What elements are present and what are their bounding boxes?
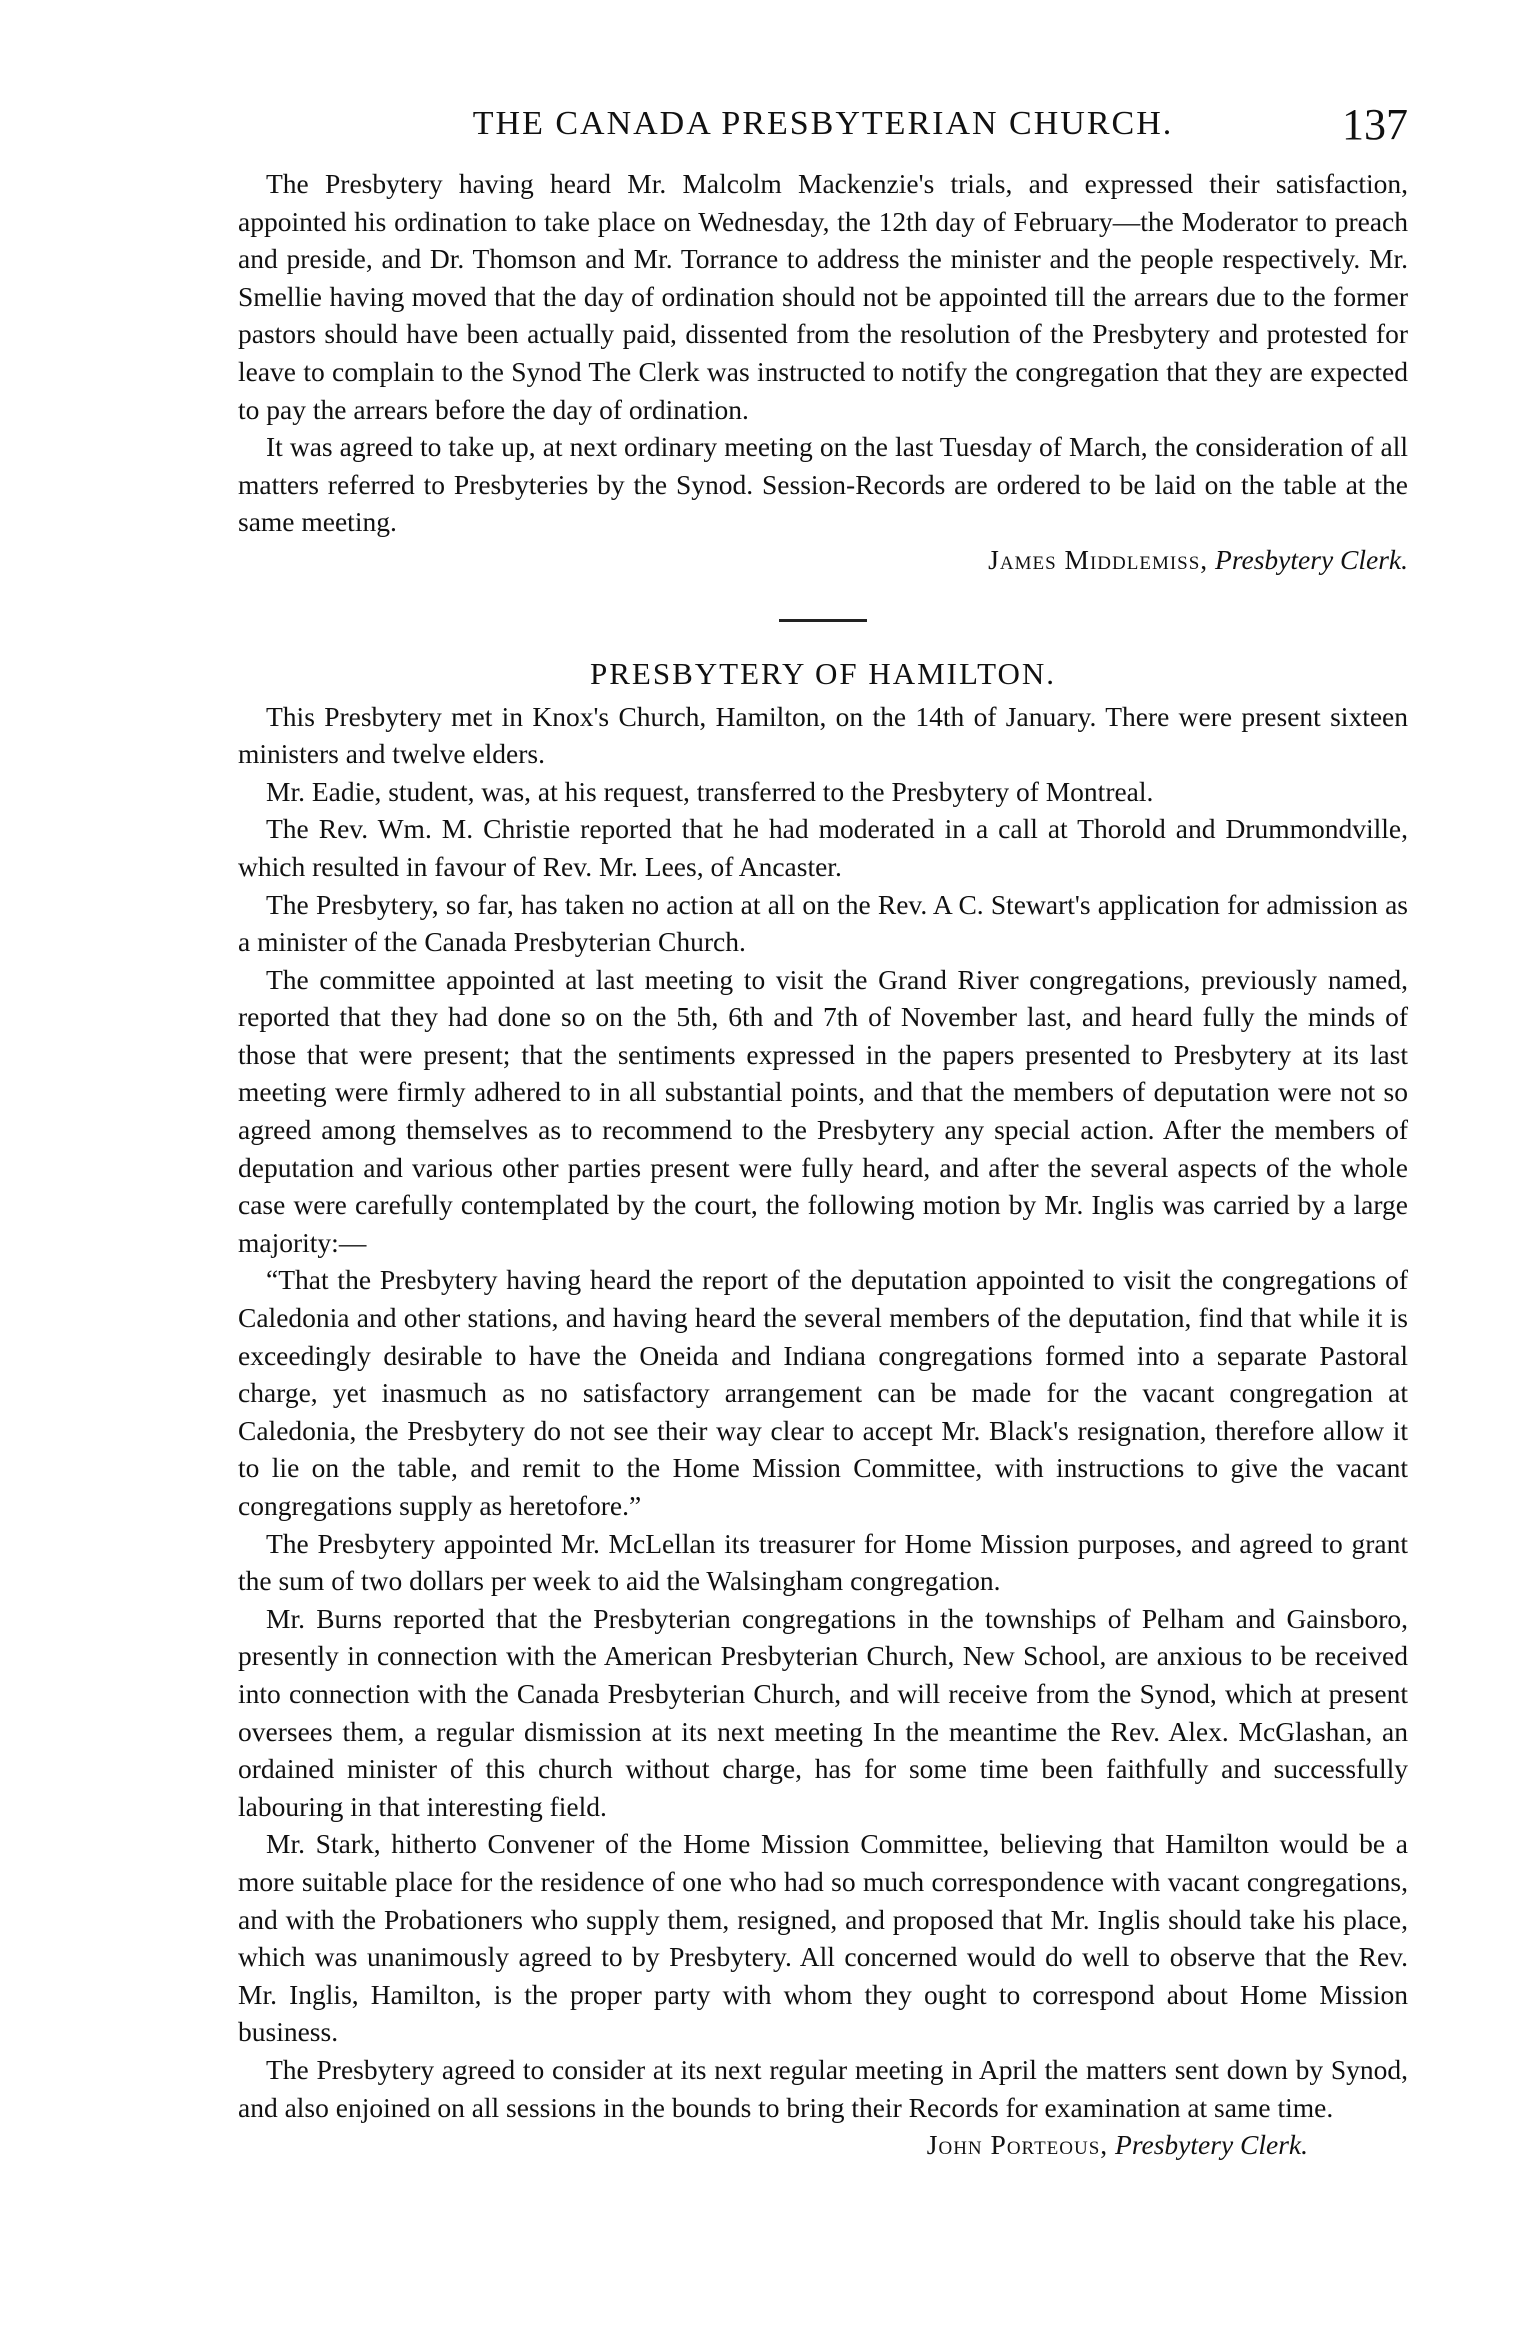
signature: [238, 2126, 1308, 2164]
paragraph: The Presbytery having heard Mr. Malcolm Mackenzie's trials, and expressed their satisfaction, appointed his ordination to take place on Wednesday, the 12th day of February—the Moderator to preach and preside, and Dr. Thomson and Mr. Torrance to address the minister and the people respectively. Mr. Smellie having moved that the day of ordination should not be appointed till the arrears due to the former pastors should have been actually paid, dissented from the resolution of the Presbytery and protested for leave to complain to the Synod The Clerk was instructed to notify the congregation that they are expected to pay the arrears before the day of ordination.: [238, 168, 1408, 425]
paragraph: The Presbytery agreed to consider at its next regular meeting in April the matters sent down by Synod, and also enjoined on all sessions in the bounds to bring their Records for examination at same time.: [238, 2053, 1408, 2123]
paragraph: The Presbytery appointed Mr. McLellan its treasurer for Home Mission purposes, and agreed to grant the sum of two dollars per week to aid the Walsingham congregation.: [238, 1527, 1408, 1597]
paragraph: This Presbytery met in Knox's Church, Hamilton, on the 14th of January. There were present sixteen ministers and twelve elders.: [238, 700, 1408, 770]
paragraph: Mr. Eadie, student, was, at his request, transferred to the Presbytery of Montreal.: [266, 775, 1154, 807]
running-title: THE CANADA PRESBYTERIAN CHURCH.: [472, 105, 1174, 142]
paragraph: Mr. Burns reported that the Presbyterian congregations in the townships of Pelham and Gainsboro, presently in connection with the American Presbyterian Church, New School, are anxious to be received into connection with the Canada Presbyterian Church, and will receive from the Synod, which at present oversees them, a regular dismission at its next meeting In the meantime the Rev. Alex. McGlashan, an ordained minister of this church without charge, has for some time been faithfully and successfully labouring in that interesting field.: [238, 1602, 1408, 1822]
signature-name: James Middlemiss,: [988, 543, 1209, 575]
section-heading: PRESBYTERY OF HAMILTON.: [589, 655, 1056, 691]
section-previous-presbytery: [238, 165, 1408, 579]
page-number: 137: [1342, 100, 1408, 149]
document-page: [238, 100, 1408, 2164]
paragraph: The Rev. Wm. M. Christie reported that he had moderated in a call at Thorold and Drummondville, which resulted in favour of Rev. Mr. Lees, of Ancaster.: [238, 813, 1408, 882]
signature-name: John Porteous,: [926, 2129, 1109, 2161]
paragraph: Mr. Stark, hitherto Convener of the Home Mission Committee, believing that Hamilton would be a more suitable place for the residence of one who had so much correspondence with vacant congregations, and with the Probationers who supply them, resigned, and proposed that Mr. Inglis should take his place, which was unanimously agreed to by Presbytery. All concerned would do well to observe that the Rev. Mr. Inglis, Hamilton, is the proper party with whom they ought to correspond about Home Mission business.: [238, 1828, 1408, 2048]
page-header: [238, 100, 1408, 165]
signature: [238, 541, 1408, 579]
paragraph: The Presbytery, so far, has taken no action at all on the Rev. A C. Stewart's application for admission as a minister of the Canada Presbyterian Church.: [238, 888, 1408, 958]
quoted-motion: “That the Presbytery having heard the report of the deputation appointed to visit the congregations of Caledonia and other stations, and having heard the several members of the deputation, find that while it is exceedingly desirable to have the Oneida and Indiana congregations formed into a separate Pastoral charge, yet inasmuch as no satisfactory arrangement can be made for the vacant congregation at Caledonia, the Presbytery do not see their way clear to accept Mr. Black's resignation, therefore allow it to lie on the table, and remit to the Home Mission Committee, with instructions to give the vacant congregations supply as heretofore.”: [238, 1264, 1408, 1521]
section-presbytery-of-hamilton: [238, 654, 1408, 2164]
signature-role: Presbytery Clerk.: [1215, 543, 1408, 575]
paragraph: The committee appointed at last meeting to visit the Grand River congregations, previously named, reported that they had done so on the 5th, 6th and 7th of November last, and heard fully the minds of those that were present; that the sentiments expressed in the papers presented to Presbytery at its last meeting were firmly adhered to in all substantial points, and that the members of deputation were not so agreed among themselves as to recommend to the Presbytery any special action. After the members of deputation and various other parties present were fully heard, and after the several aspects of the whole case were carefully contemplated by the court, the following motion by Mr. Inglis was carried by a large majority:—: [238, 963, 1408, 1258]
section-divider: [779, 619, 867, 622]
paragraph: It was agreed to take up, at next ordinary meeting on the last Tuesday of March, the consideration of all matters referred to Presbyteries by the Synod. Session-Records are ordered to be laid on the table at the same meeting.: [238, 431, 1408, 538]
signature-role: Presbytery Clerk.: [1115, 2129, 1308, 2161]
